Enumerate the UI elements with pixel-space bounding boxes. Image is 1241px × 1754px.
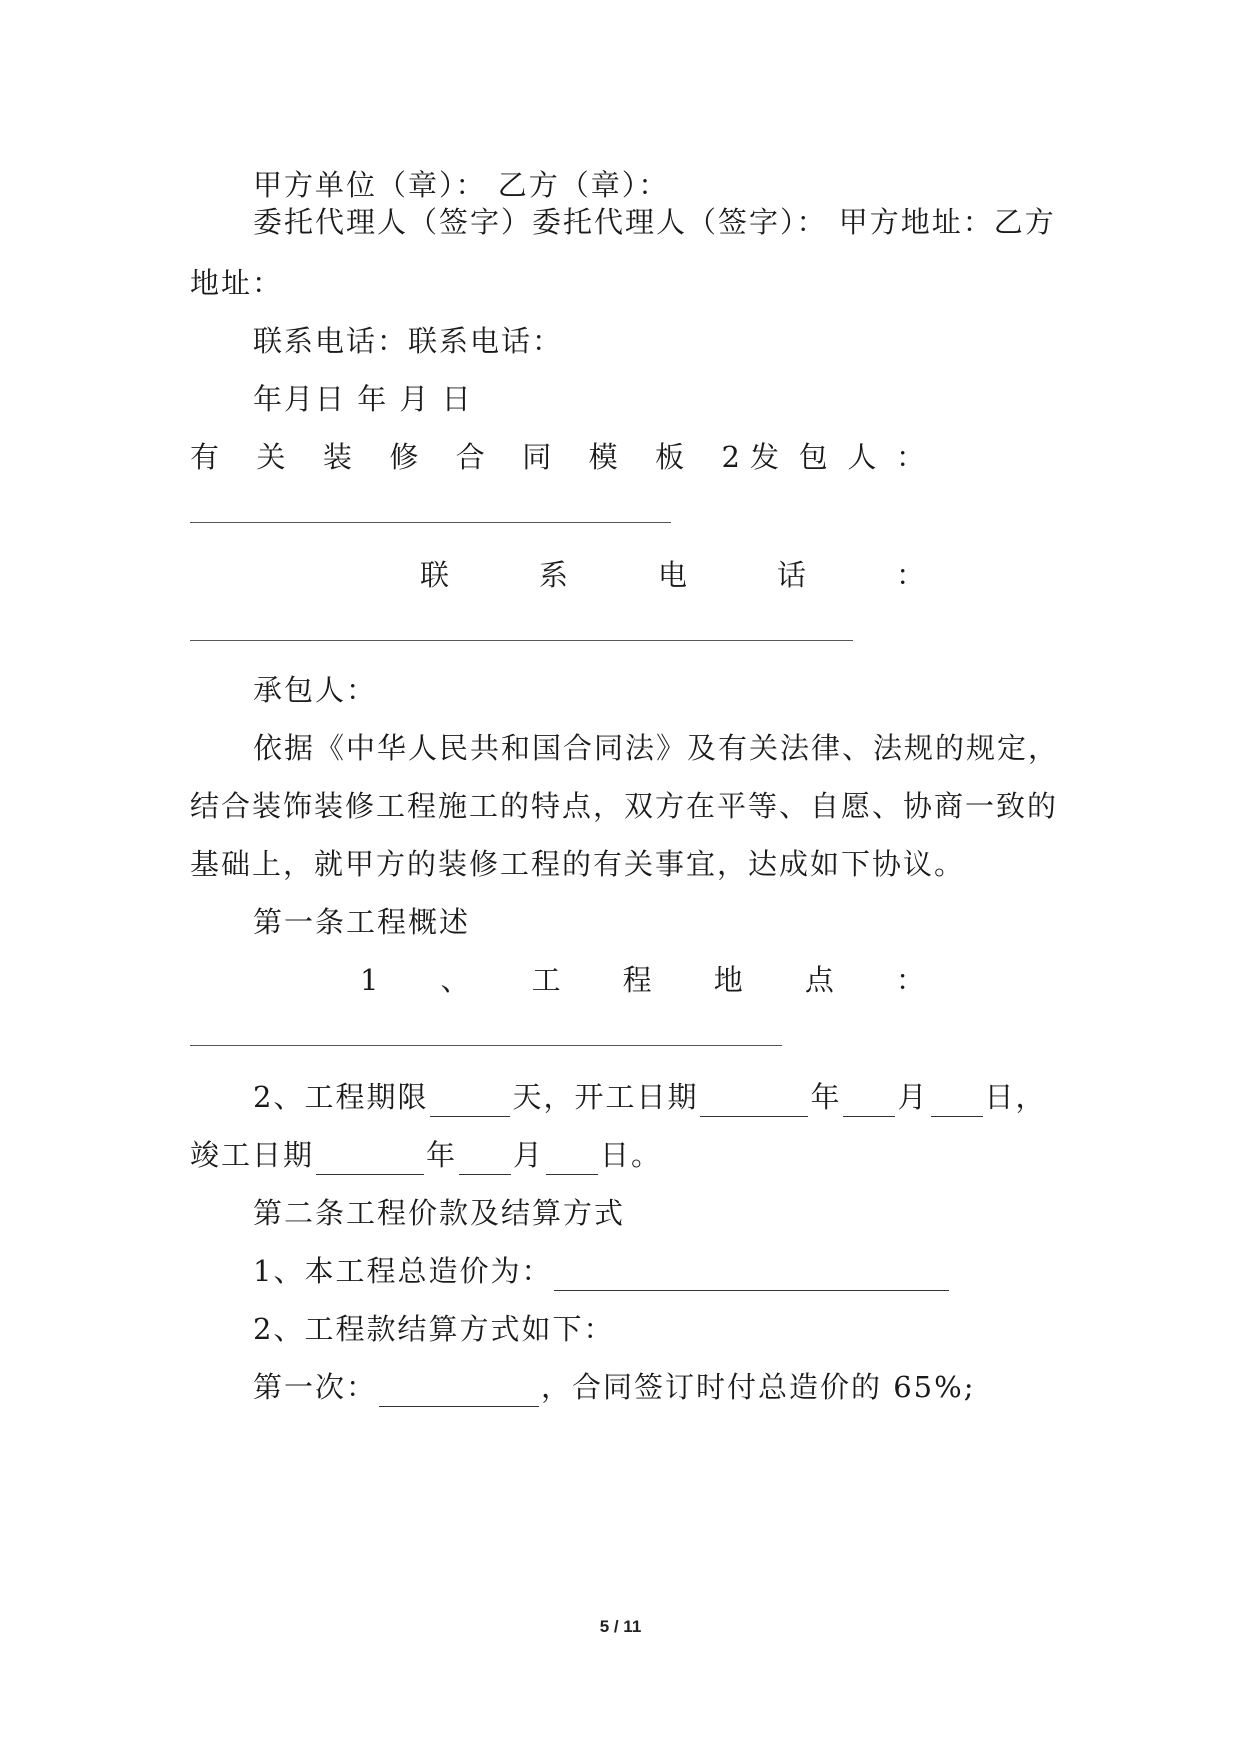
total-price-label: 1、本工程总造价为：: [253, 1254, 553, 1288]
total-price-blank[interactable]: [554, 1260, 949, 1291]
project-location-label: [360, 960, 925, 1000]
duration-label: 2、工程期限: [253, 1080, 429, 1114]
first-payment-blank[interactable]: [379, 1376, 539, 1407]
spread-char: 装: [322, 440, 352, 474]
spread-char: 人: [847, 440, 877, 474]
spread-char: 联: [420, 558, 450, 592]
completion-label: 竣工日期: [190, 1138, 315, 1172]
year-label: 年: [426, 1138, 458, 1172]
start-month-blank[interactable]: [843, 1086, 895, 1117]
signature-party-line: 甲方单位（章）： 乙方（章）：: [253, 168, 670, 202]
blank-underline: [190, 640, 853, 641]
day-label: 日。: [600, 1138, 663, 1172]
contractor-label: [750, 437, 925, 477]
blank-underline: [190, 1045, 782, 1046]
spread-char: 包: [798, 440, 828, 474]
spread-char: 发: [750, 440, 780, 474]
spread-char: ：: [895, 963, 925, 997]
settlement-method-line: 2、工程款结算方式如下：: [253, 1312, 615, 1346]
first-payment-label: 第一次：: [253, 1370, 378, 1404]
paragraph-line: 结合装饰装修工程施工的特点，双方在平等、自愿、协商一致的: [190, 789, 1059, 823]
address-continuation: 地址：: [190, 266, 284, 300]
spread-char: 修: [389, 440, 419, 474]
date-line: 年月日 年 月 日: [253, 382, 473, 416]
first-payment-terms: ，合同签订时付总造价的 65%;: [541, 1370, 976, 1404]
spread-char: 1: [360, 963, 379, 997]
spread-char: 同: [522, 440, 552, 474]
spread-char: ：: [895, 440, 925, 474]
start-date-label: 天，开工日期: [512, 1080, 699, 1114]
phone-label-spread: [420, 555, 925, 595]
article-two-heading: 第二条工程价款及结算方式: [253, 1196, 626, 1230]
paragraph-line: 基础上，就甲方的装修工程的有关事宜，达成如下协议。: [190, 847, 966, 881]
paragraph-line: 依据《中华人民共和国合同法》及有关法律、法规的规定，: [253, 731, 1060, 765]
spread-char: 2: [721, 440, 740, 474]
blank-underline: [190, 522, 671, 523]
month-label: 月: [897, 1080, 929, 1114]
spread-char: 点: [804, 963, 834, 997]
template-heading: [190, 437, 740, 477]
spread-char: 话: [776, 558, 806, 592]
spread-char: 工: [531, 963, 561, 997]
spread-char: 电: [657, 558, 687, 592]
spread-char: 有: [190, 440, 220, 474]
end-month-blank[interactable]: [459, 1144, 511, 1175]
duration-line: [253, 1077, 1073, 1117]
spread-char: 程: [622, 963, 652, 997]
article-one-heading: 第一条工程概述: [253, 905, 471, 939]
end-day-blank[interactable]: [546, 1144, 598, 1175]
total-price-line: [253, 1251, 1070, 1291]
spread-char: 合: [455, 440, 485, 474]
spread-char: 模: [588, 440, 618, 474]
start-year-blank[interactable]: [700, 1086, 808, 1117]
spread-char: 地: [713, 963, 743, 997]
contractee-line: 承包人：: [253, 673, 378, 707]
spread-char: 关: [256, 440, 286, 474]
day-label: 日，: [984, 1080, 1047, 1114]
agent-address-line: 委托代理人（签字）委托代理人（签字）： 甲方地址：乙方: [253, 205, 1056, 239]
spread-char: 系: [538, 558, 568, 592]
end-year-blank[interactable]: [316, 1144, 424, 1175]
spread-char: 板: [655, 440, 685, 474]
page-number: 5 / 11: [599, 1617, 642, 1636]
days-blank[interactable]: [430, 1086, 510, 1117]
year-label: 年: [810, 1080, 842, 1114]
phone-line: 联系电话：联系电话：: [253, 324, 564, 358]
completion-line: [190, 1135, 1070, 1175]
month-label: 月: [513, 1138, 545, 1172]
start-day-blank[interactable]: [931, 1086, 983, 1117]
spread-char: ：: [895, 558, 925, 592]
first-payment-line: [253, 1367, 1070, 1407]
spread-char: 、: [440, 963, 470, 997]
